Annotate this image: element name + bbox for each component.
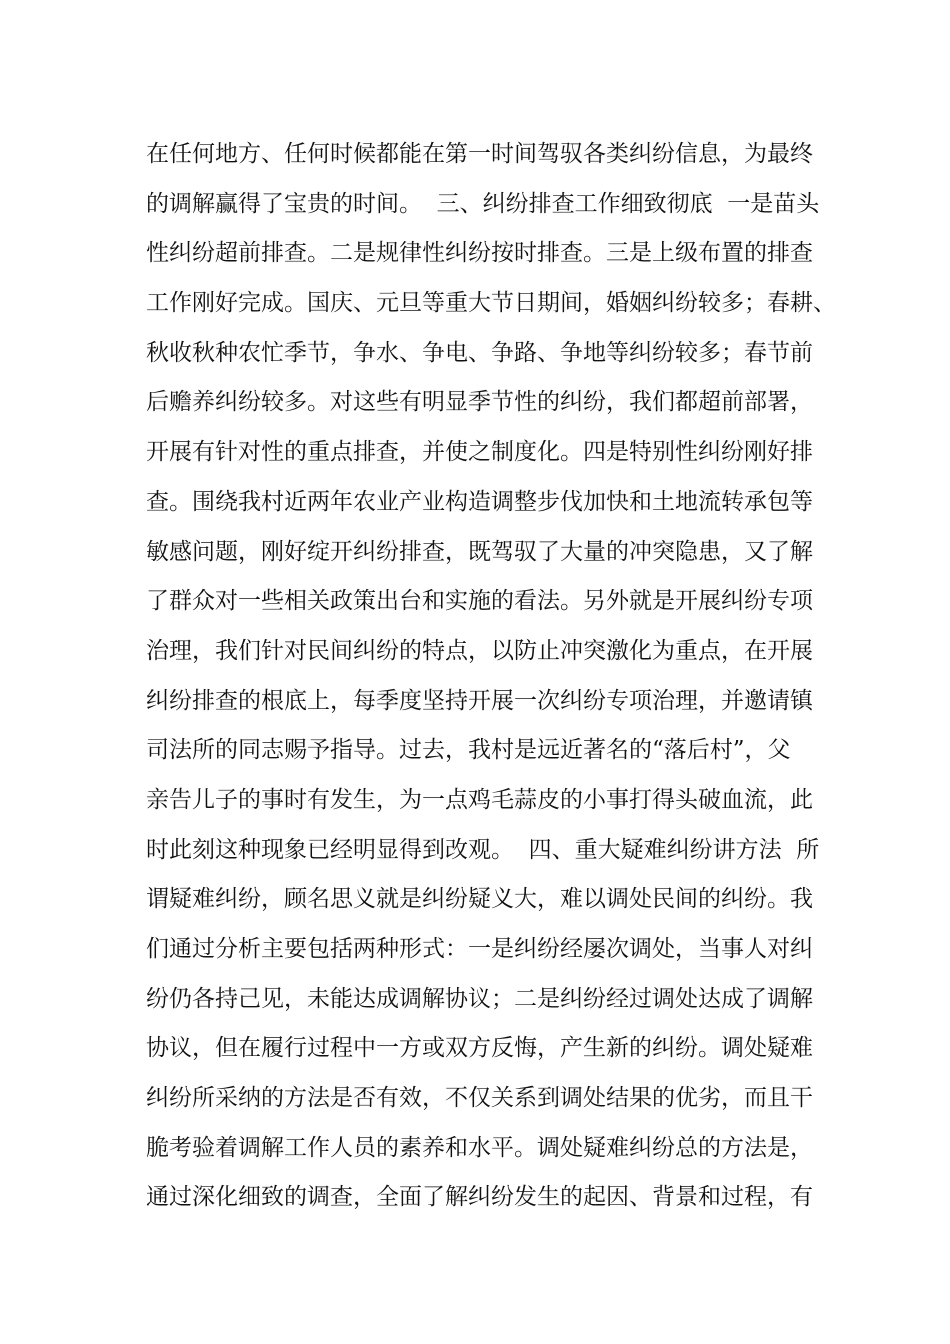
text-line: 在任何地方、任何时候都能在第一时间驾驭各类纠纷信息，为最终 <box>146 141 813 167</box>
text-line: 查。围绕我村近两年农业产业构造调整步伐加快和土地流转承包等 <box>146 488 813 515</box>
text-line: 的调解赢得了宝贵的时间。 三、纠纷排查工作细致彻底 一是苗头 <box>146 190 820 217</box>
text-line: 通过深化细致的调查，全面了解纠纷发生的起因、背景和过程，有 <box>146 1184 813 1211</box>
text-line: 协议，但在履行过程中一方或双方反悔，产生新的纠纷。调处疑难 <box>146 1035 813 1062</box>
text-line: 谓疑难纠纷，顾名思义就是纠纷疑义大，难以调处民间的纠纷。我 <box>146 886 813 913</box>
body-text <box>146 130 846 1223</box>
text-line: 开展有针对性的重点排查，并使之制度化。四是特别性纠纷刚好排 <box>146 439 813 466</box>
text-line: 了群众对一些相关政策出台和实施的看法。另外就是开展纠纷专项 <box>146 588 813 615</box>
text-line: 司法所的同志赐予指导。过去，我村是远近著名的“落后村”，父 <box>146 737 791 764</box>
text-line: 们通过分析主要包括两种形式：一是纠纷经屡次调处，当事人对纠 <box>146 936 813 962</box>
text-line: 工作刚好完成。国庆、元旦等重大节日期间，婚姻纠纷较多；春耕、 <box>146 290 836 317</box>
text-line: 敏感问题，刚好绽开纠纷排查，既驾驭了大量的冲突隐患，又了解 <box>146 538 813 565</box>
text-line: 纠纷排查的根底上，每季度坚持开展一次纠纷专项治理，并邀请镇 <box>146 687 813 714</box>
text-line: 亲告儿子的事时有发生，为一点鸡毛蒜皮的小事打得头破血流，此 <box>146 786 813 813</box>
text-line: 纠纷所采纳的方法是否有效，不仅关系到调处结果的优劣，而且干 <box>146 1085 813 1112</box>
text-line: 脆考验着调解工作人员的素养和水平。调处疑难纠纷总的方法是， <box>146 1134 813 1161</box>
text-line: 性纠纷超前排查。二是规律性纠纷按时排查。三是上级布置的排查 <box>146 240 813 267</box>
text-line: 后赡养纠纷较多。对这些有明显季节性的纠纷，我们都超前部署， <box>146 389 813 416</box>
text-line: 秋收秋种农忙季节，争水、争电、争路、争地等纠纷较多；春节前 <box>146 339 813 366</box>
text-line: 时此刻这种现象已经明显得到改观。 四、重大疑难纠纷讲方法 所 <box>146 836 820 863</box>
text-line: 治理，我们针对民间纠纷的特点，以防止冲突激化为重点，在开展 <box>146 637 813 664</box>
text-line: 纷仍各持己见，未能达成调解协议；二是纠纷经过调处达成了调解 <box>146 985 813 1012</box>
